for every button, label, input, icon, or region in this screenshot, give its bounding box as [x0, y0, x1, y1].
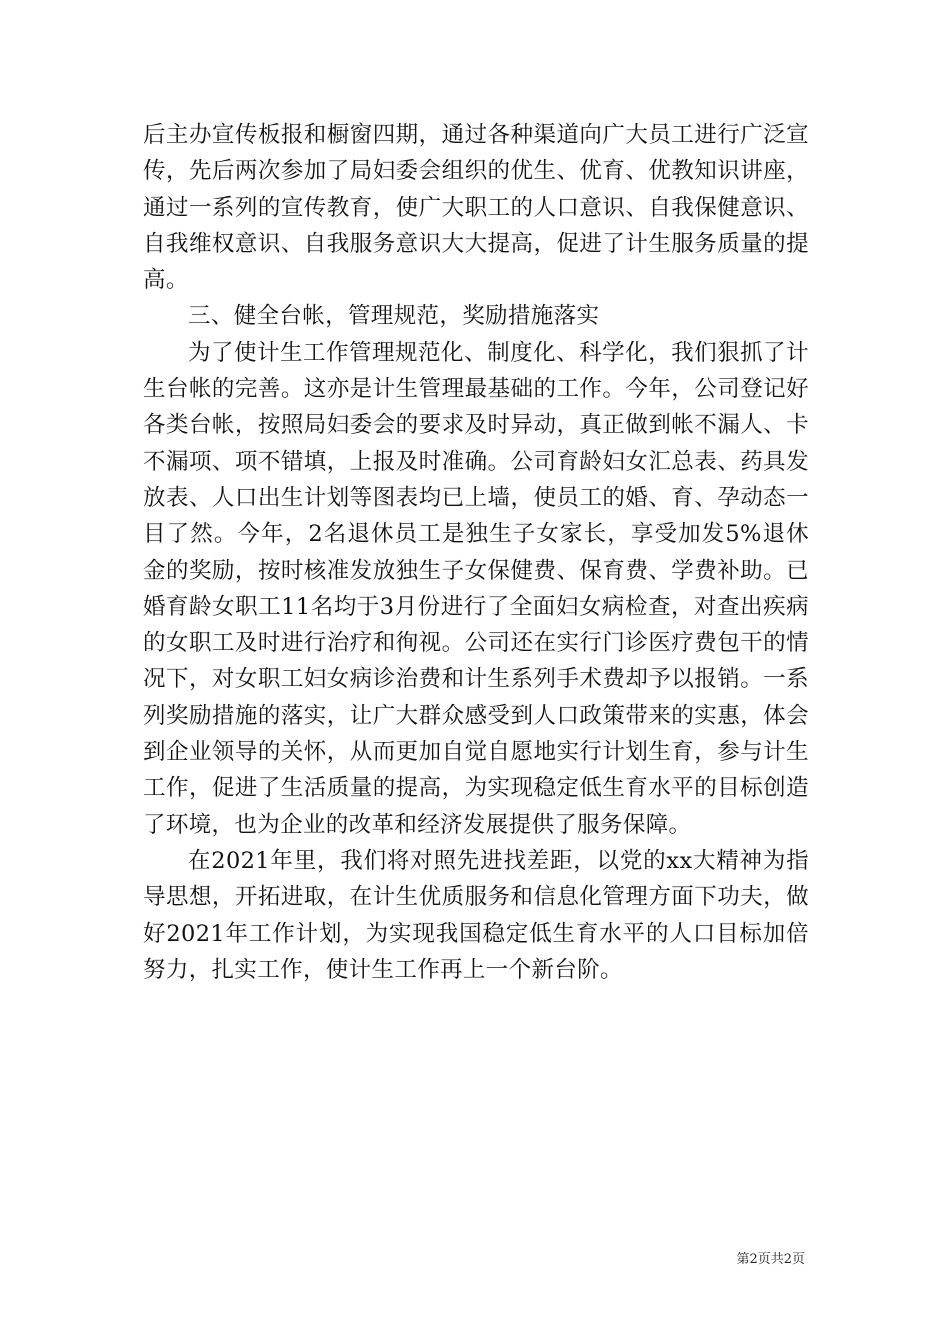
page-number: 第2页共2页: [736, 1252, 805, 1267]
paragraph-continuation: 后主办宣传板报和橱窗四期，通过各种渠道向广大员工进行广泛宣传，先后两次参加了局妇委会组织的优生、优育、优教知识讲座，通过一系列的宣传教育，使广大职工的人口意识、自我保健意识、自我维权意识、自我服务意识大大提高，促进了计生服务质量的提高。: [143, 122, 809, 294]
document-body: [143, 117, 809, 988]
paragraph-ledger-management: 为了使计生工作管理规范化、制度化、科学化，我们狠抓了计生台帐的完善。这亦是计生管理最基础的工作。今年，公司登记好各类台帐，按照局妇委会的要求及时异动，真正做到帐不漏人、卡不漏项、项不错填，上报及时准确。公司育龄妇女汇总表、药具发放表、人口出生计划等图表均已上墙，使员工的婚、育、孕动态一目了然。今年，2名退休员工是独生子女家长，享受加发5%退休金的奖励，按时核准发放独生子女保健费、保育费、学费补助。已婚育龄女职工11名均于3月份进行了全面妇女病检查，对查出疾病的女职工及时进行治疗和徇视。公司还在实行门诊医疗费包干的情况下，对女职工妇女病诊治费和计生系列手术费却予以报销。一系列奖励措施的落实，让广大群众感受到人口政策带来的实惠，体会到企业领导的关怀，从而更加自觉自愿地实行计划生育，参与计生工作，促进了生活质量的提高，为实现稳定低生育水平的目标创造了环境，也为企业的改革和经济发展提供了服务保障。: [143, 339, 809, 838]
section-heading: 三、健全台帐，管理规范，奖励措施落实: [188, 303, 600, 330]
paragraph-plan-2021: 在2021年里，我们将对照先进找差距，以党的xx大精神为指导思想，开拓进取，在计生优质服务和信息化管理方面下功夫，做好2021年工作计划，为实现我国稳定低生育水平的人口目标加倍努力，扎实工作，使计生工作再上一个新台阶。: [143, 847, 809, 983]
